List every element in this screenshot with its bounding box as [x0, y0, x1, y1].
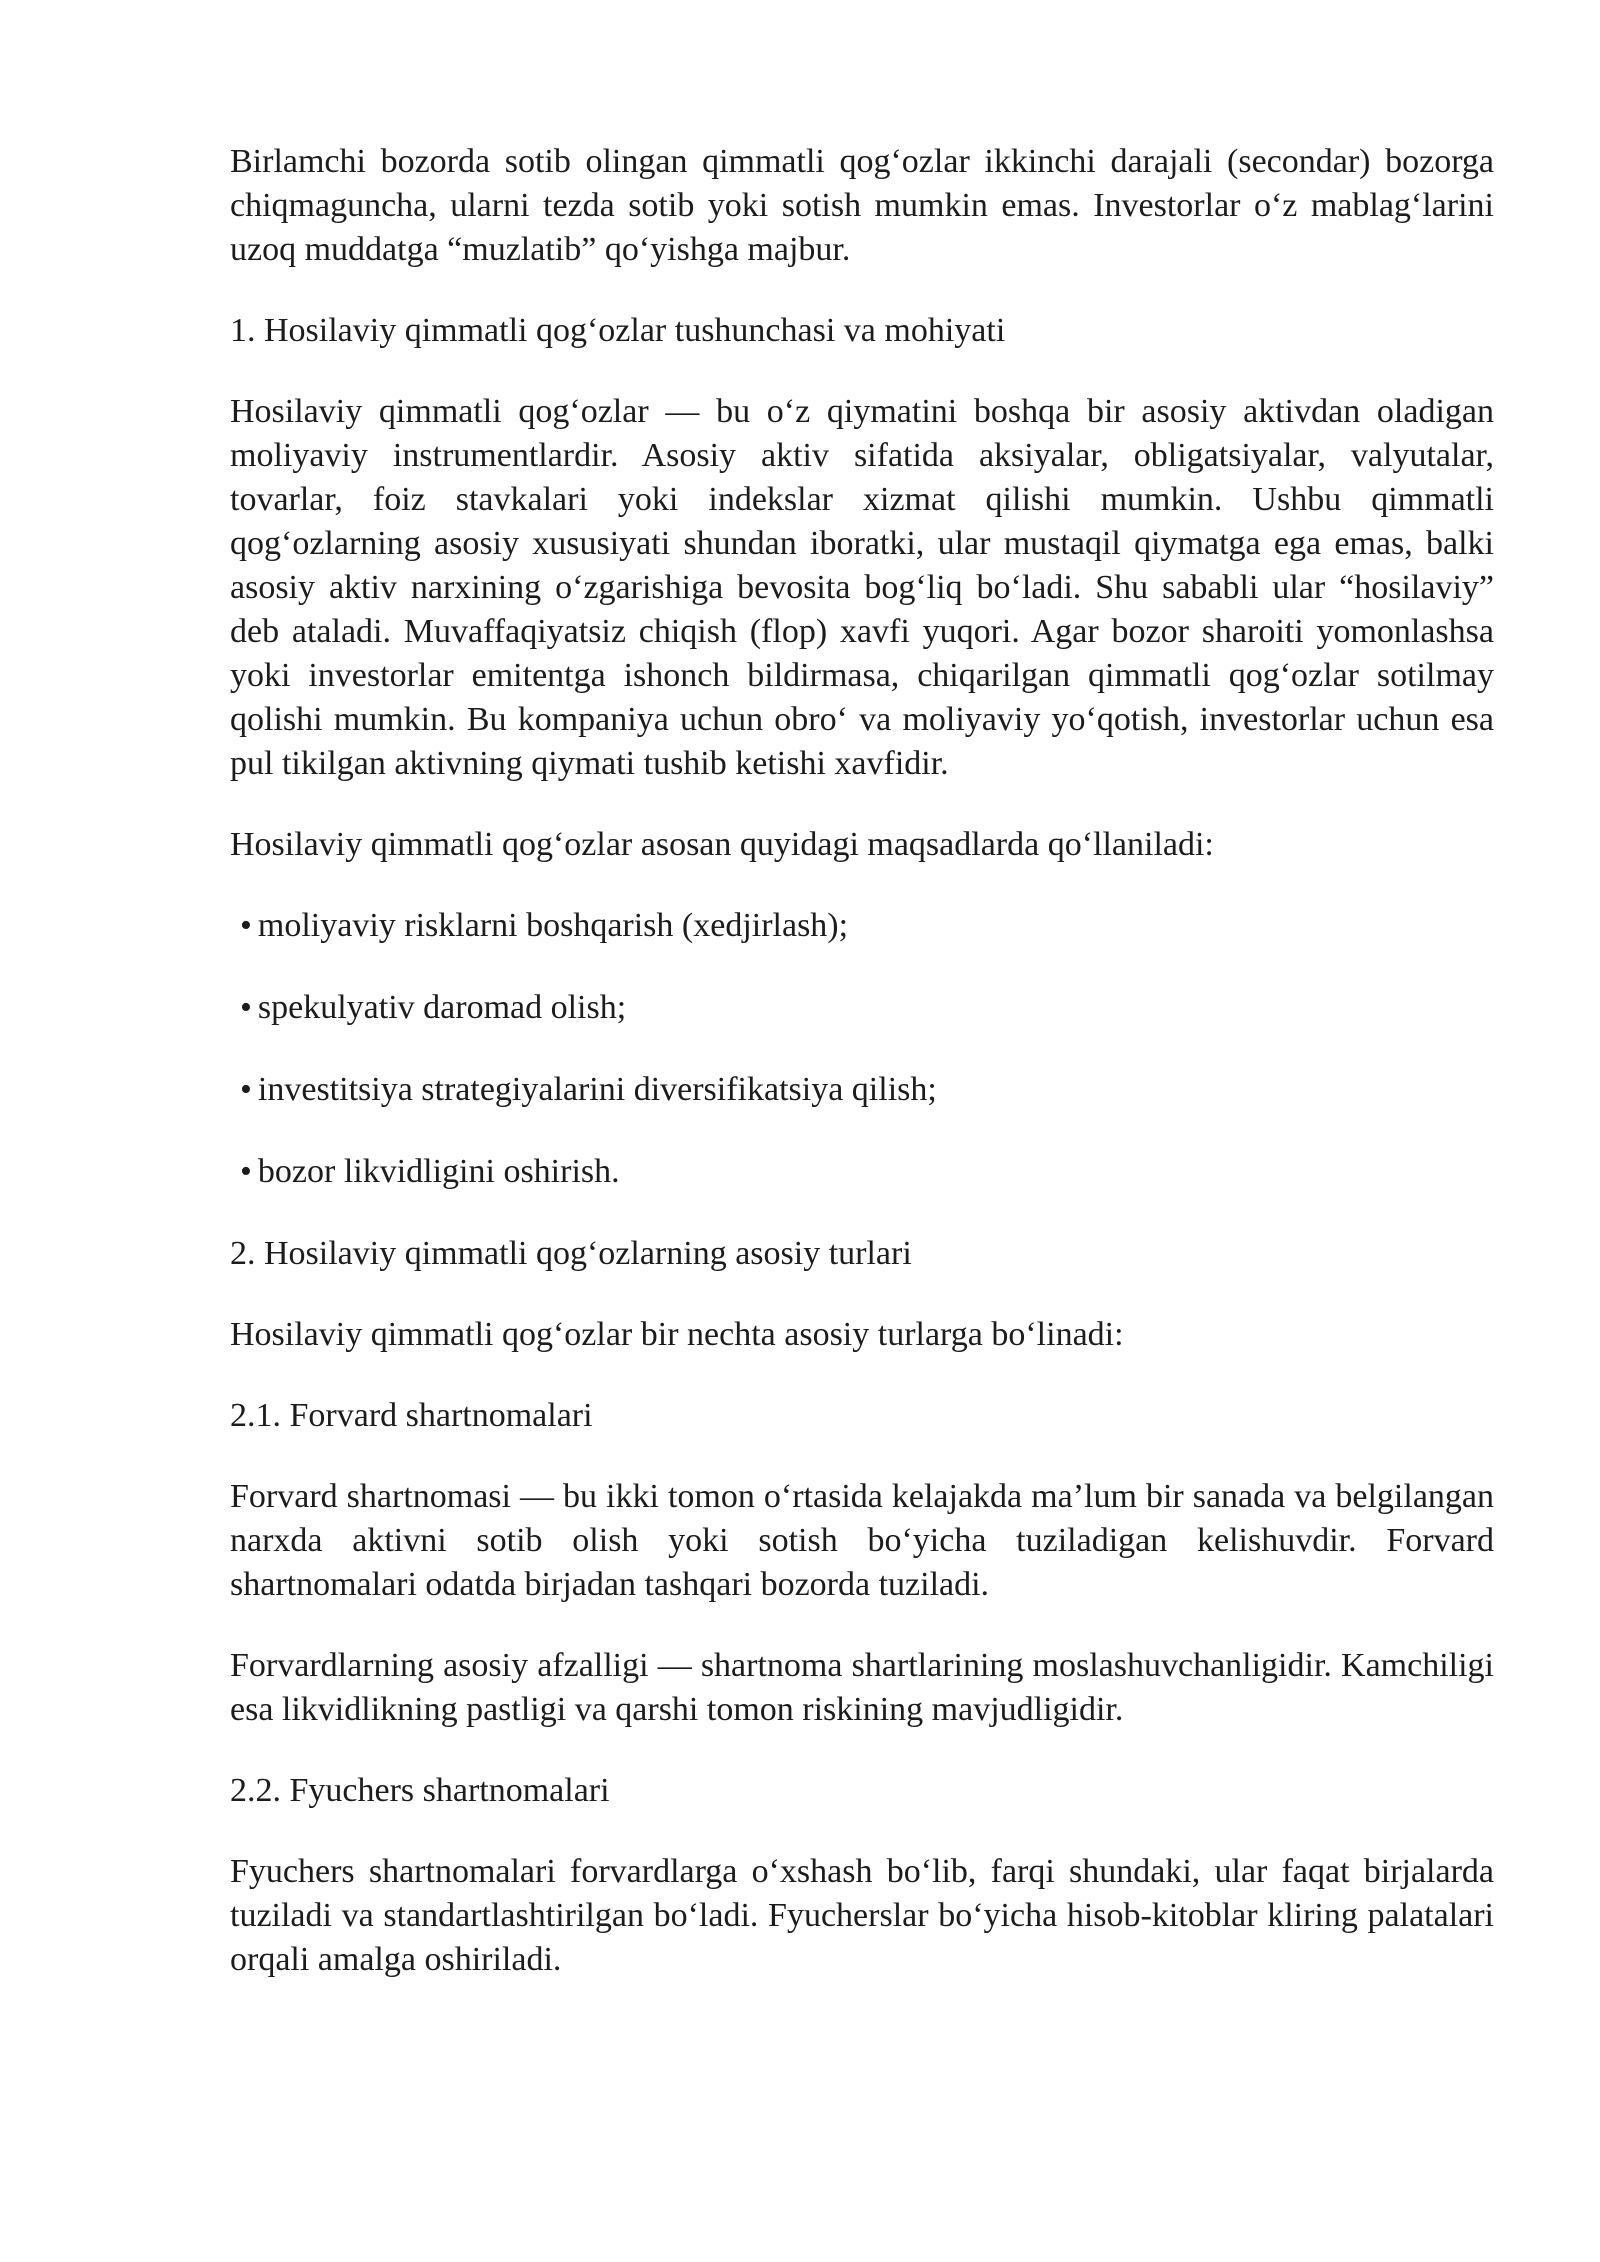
paragraph-purposes-intro: Hosilaviy qimmatli qog‘ozlar asosan quyidagi maqsadlarda qo‘llaniladi:	[230, 826, 1214, 863]
paragraph-futures-definition: Fyuchers shartnomalari forvardlarga o‘xshash bo‘lib, farqi shundaki, ular faqat birjalarda tuziladi va standartlashtirilgan bo‘ladi. Fyucherslar bo‘yicha hisob-kitoblar kliring palatalari orqali amalga oshiriladi.	[230, 1853, 1494, 1978]
list-item	[230, 1150, 1494, 1194]
list-item-text: moliyaviy risklarni boshqarish (xedjirlash);	[257, 907, 849, 944]
list-item-text: investitsiya strategiyalarini diversifikatsiya qilish;	[257, 1071, 937, 1108]
paragraph-forward-definition: Forvard shartnomasi — bu ikki tomon o‘rtasida kelajakda ma’lum bir sanada va belgilangan narxda aktivni sotib olish yoki sotish bo‘yicha tuziladigan kelishuvdir. Forvard shartnomalari odatda birjadan tashqari bozorda tuziladi.	[230, 1478, 1494, 1603]
purposes-bullet-list	[230, 904, 1494, 1194]
subsection-heading-2-2: 2.2. Fyuchers shartnomalari	[230, 1772, 610, 1809]
list-item	[230, 986, 1494, 1030]
section-heading-1: 1. Hosilaviy qimmatli qog‘ozlar tushunchasi va mohiyati	[230, 312, 1006, 349]
document-page	[230, 140, 1494, 2019]
section-heading-2: 2. Hosilaviy qimmatli qog‘ozlarning asosiy turlari	[230, 1235, 912, 1272]
paragraph-forward-pros-cons: Forvardlarning asosiy afzalligi — shartnoma shartlarining moslashuvchanligidir. Kamchiligi esa likvidlikning pastligi va qarshi tomon riskining mavjudligidir.	[230, 1647, 1494, 1728]
list-item-text: spekulyativ daromad olish;	[257, 989, 627, 1026]
subsection-heading-2-1: 2.1. Forvard shartnomalari	[230, 1397, 593, 1434]
paragraph-derivatives-definition: Hosilaviy qimmatli qog‘ozlar — bu o‘z qiymatini boshqa bir asosiy aktivdan oladigan moliyaviy instrumentlardir. Asosiy aktiv sifatida aksiyalar, obligatsiyalar, valyutalar, tovarlar, foiz stavkalari yoki indekslar xizmat qilishi mumkin. Ushbu qimmatli qog‘ozlarning asosiy xususiyati shundan iboratki, ular mustaqil qiymatga ega emas, balki asosiy aktiv narxining o‘zgarishiga bevosita bog‘liq bo‘ladi. Shu sababli ular “hosilaviy” deb ataladi. Muvaffaqiyatsiz chiqish (flop) xavfi yuqori. Agar bozor sharoiti yomonlashsa yoki investorlar emitentga ishonch bildirmasa, chiqarilgan qimmatli qog‘ozlar sotilmay qolishi mumkin. Bu kompaniya uchun obro‘ va moliyaviy yo‘qotish, investorlar uchun esa pul tikilgan aktivning qiymati tushib ketishi xavfidir.	[230, 393, 1494, 782]
paragraph-types-intro: Hosilaviy qimmatli qog‘ozlar bir nechta asosiy turlarga bo‘linadi:	[230, 1316, 1124, 1353]
bullet-icon: •	[240, 1071, 252, 1108]
bullet-icon: •	[240, 989, 252, 1026]
list-item	[230, 904, 1494, 948]
paragraph-secondary-market: Birlamchi bozorda sotib olingan qimmatli qog‘ozlar ikkinchi darajali (secondar) bozorga chiqmaguncha, ularni tezda sotib yoki sotish mumkin emas. Investorlar o‘z mablag‘larini uzoq muddatga “muzlatib” qo‘yishga majbur.	[230, 143, 1494, 268]
bullet-icon: •	[240, 1153, 252, 1190]
list-item	[230, 1068, 1494, 1112]
bullet-icon: •	[240, 907, 252, 944]
list-item-text: bozor likvidligini oshirish.	[257, 1153, 620, 1190]
